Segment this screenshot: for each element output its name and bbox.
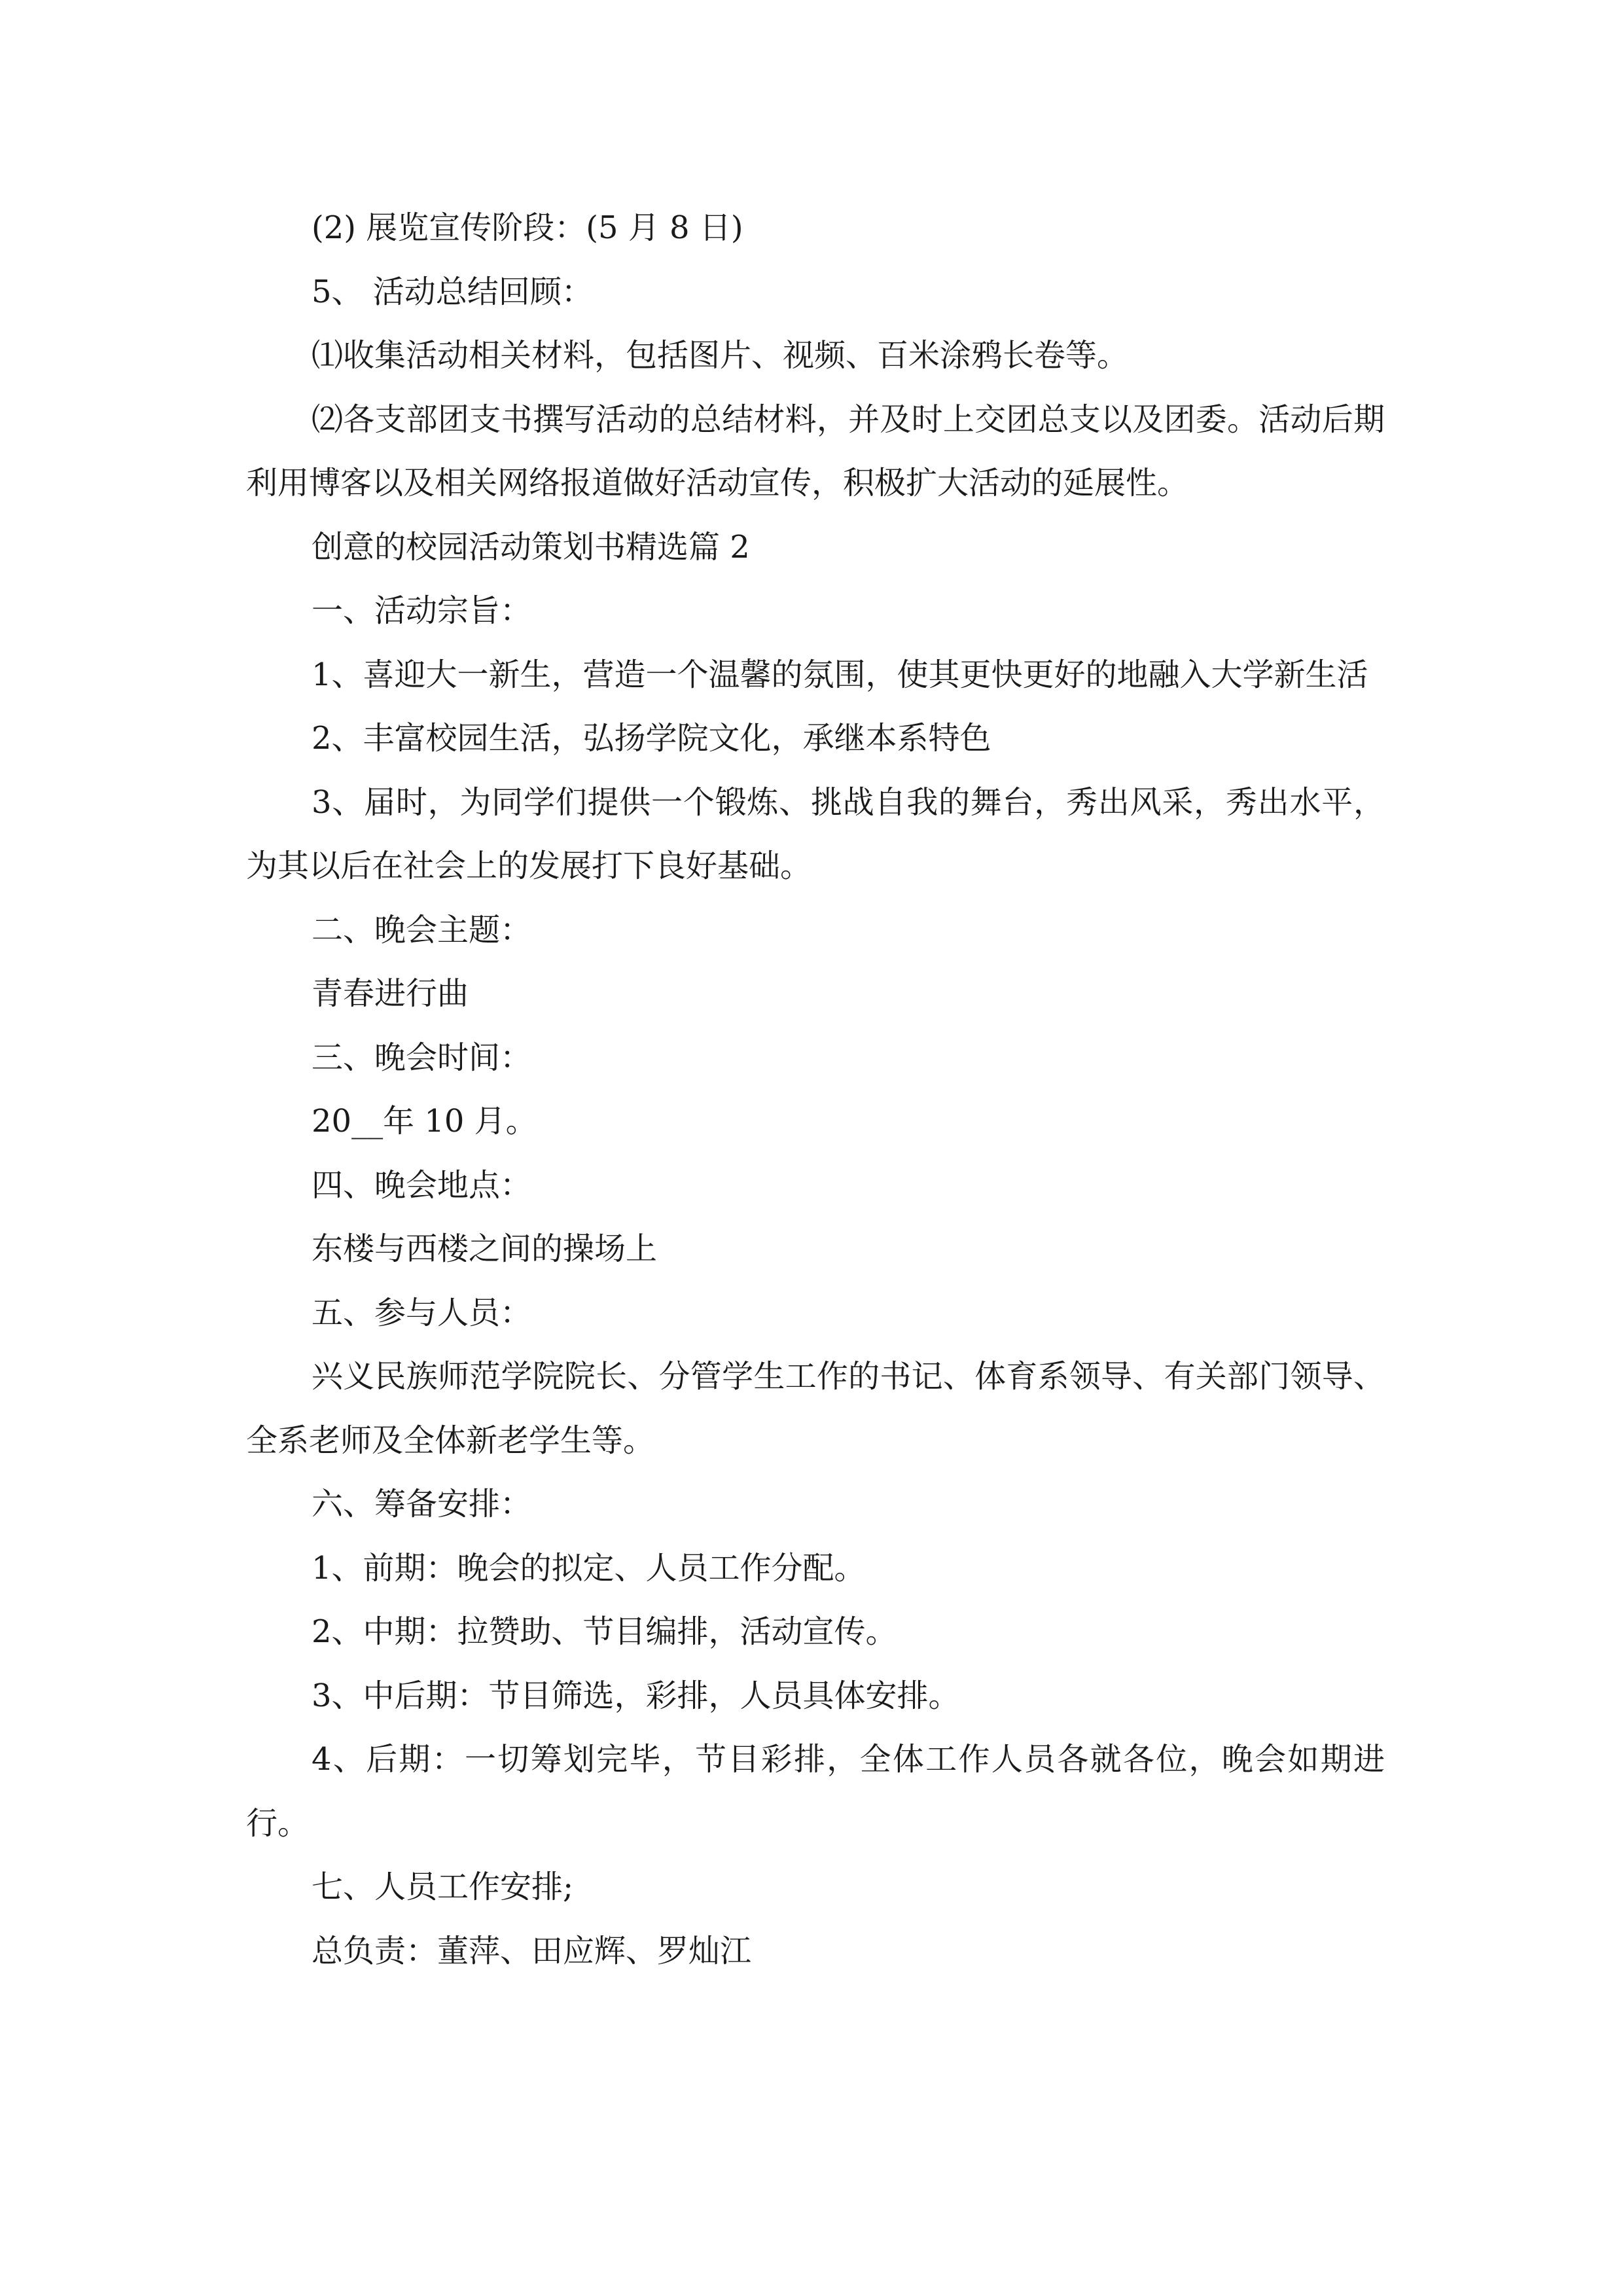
paragraph: 3、届时，为同学们提供一个锻炼、挑战自我的舞台，秀出风采，秀出水平，为其以后在社会上的发展打下良好基础。: [246, 783, 1385, 884]
paragraph: ⑴收集活动相关材料，包括图片、视频、百米涂鸦长卷等。: [312, 337, 1129, 374]
paragraph: (2) 展览宣传阶段：(5 月 8 日): [312, 209, 743, 246]
paragraph: 20__年 10 月。: [312, 1103, 537, 1139]
section-heading: 四、晚会地点：: [312, 1166, 532, 1204]
paragraph: 东楼与西楼之间的操场上: [312, 1230, 658, 1267]
section-heading: 五、参与人员：: [312, 1294, 532, 1331]
paragraph: 兴义民族师范学院院长、分管学生工作的书记、体育系领导、有关部门领导、全系老师及全体新老学生等。: [246, 1358, 1385, 1459]
paragraph: 2、丰富校园生活，弘扬学院文化，承继本系特色: [312, 720, 991, 757]
section-heading: 七、人员工作安排;: [312, 1869, 574, 1905]
section-title: 创意的校园活动策划书精选篇 2: [312, 528, 750, 565]
section-heading: 六、筹备安排：: [312, 1486, 532, 1522]
paragraph: 1、前期：晚会的拟定、人员工作分配。: [312, 1549, 866, 1587]
paragraph: 1、喜迎大一新生，营造一个温馨的氛围，使其更快更好的地融入大学新生活: [312, 656, 1368, 693]
section-heading: 一、活动宗旨：: [312, 592, 532, 629]
section-heading: 二、晚会主题：: [312, 911, 532, 948]
paragraph: 青春进行曲: [312, 975, 469, 1012]
document-body: [246, 196, 1385, 1983]
paragraph: 2、中期：拉赞助、节目编排，活动宣传。: [312, 1613, 897, 1650]
paragraph: 3、中后期：节目筛选，彩排，人员具体安排。: [312, 1677, 960, 1714]
paragraph: 5、 活动总结回顾：: [312, 273, 593, 310]
paragraph: 4、后期：一切筹划完毕，节目彩排，全体工作人员各就各位，晚会如期进行。: [246, 1741, 1385, 1842]
paragraph: ⑵各支部团支书撰写活动的总结材料，并及时上交团总支以及团委。活动后期利用博客以及相关网络报道做好活动宣传，积极扩大活动的延展性。: [246, 401, 1385, 501]
section-heading: 三、晚会时间：: [312, 1039, 532, 1076]
paragraph: 总负责：董萍、田应辉、罗灿江: [312, 1932, 752, 1969]
